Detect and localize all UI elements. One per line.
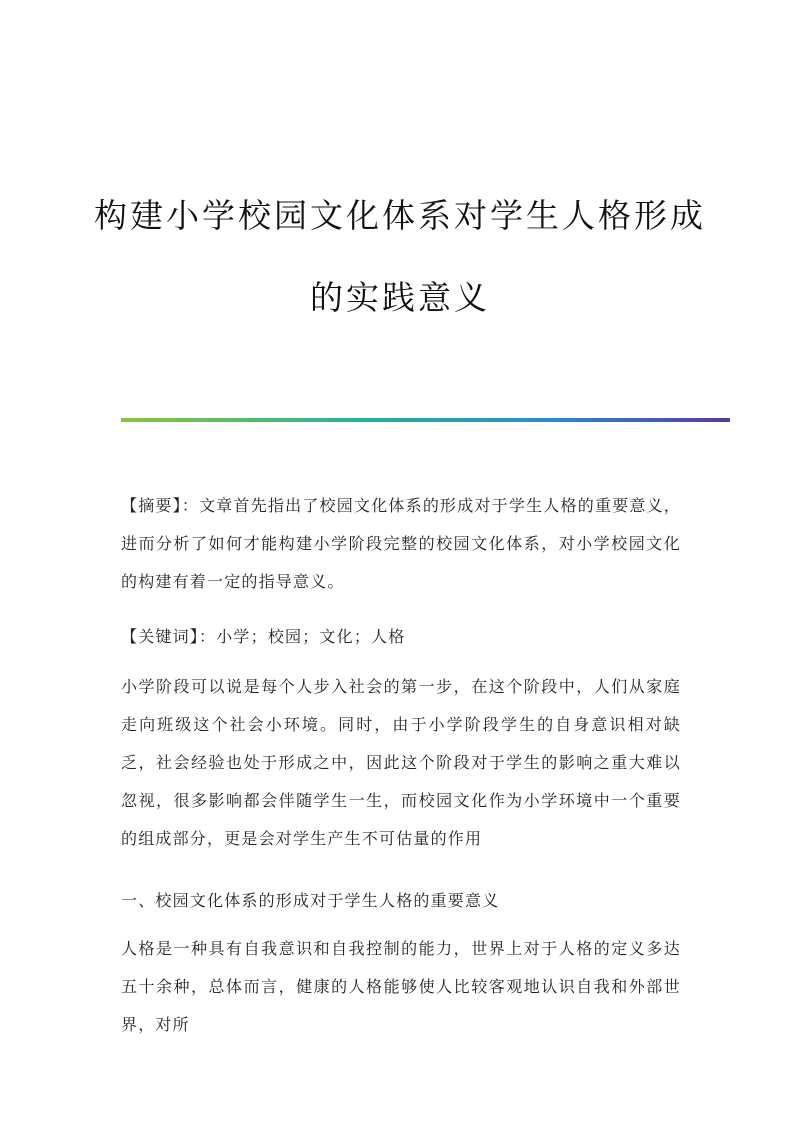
section-body-paragraph: 人格是一种具有自我意识和自我控制的能力，世界上对于人格的定义多达五十余种，总体而言，健康的人格能够使人比较客观地认识自我和外部世界，对所 (121, 939, 681, 1034)
title-divider (121, 418, 730, 422)
intro-paragraph: 小学阶段可以说是每个人步入社会的第一步，在这个阶段中，人们从家庭走向班级这个社会小环境。同时，由于小学阶段学生的自身意识相对缺乏，社会经验也处于形成之中，因此这个阶段对于学生的影响之重大难以忽视，很多影响都会伴随学生一生，而校园文化作为小学环境中一个重要的组成部分，更是会对学生产生不可估量的作用 (121, 677, 681, 848)
abstract-paragraph (121, 487, 681, 601)
keywords-label: 【关键词】 (121, 627, 200, 646)
abstract-text: ：文章首先指出了校园文化体系的形成对于学生人格的重要意义，进而分析了如何才能构建小学阶段完整的校园文化体系，对小学校园文化的构建有着一定的指导意义。 (121, 496, 681, 591)
abstract-label: 【摘要】 (121, 496, 182, 515)
keywords-text: ：小学；校园；文化；人格 (199, 627, 406, 646)
keywords-paragraph (121, 618, 681, 656)
page-title-line-2: 的实践意义 (310, 278, 490, 317)
section-heading: 一、校园文化体系的形成对于学生人格的重要意义 (121, 891, 500, 910)
page-title-line-1: 构建小学校园文化体系对学生人格形成 (94, 196, 706, 235)
